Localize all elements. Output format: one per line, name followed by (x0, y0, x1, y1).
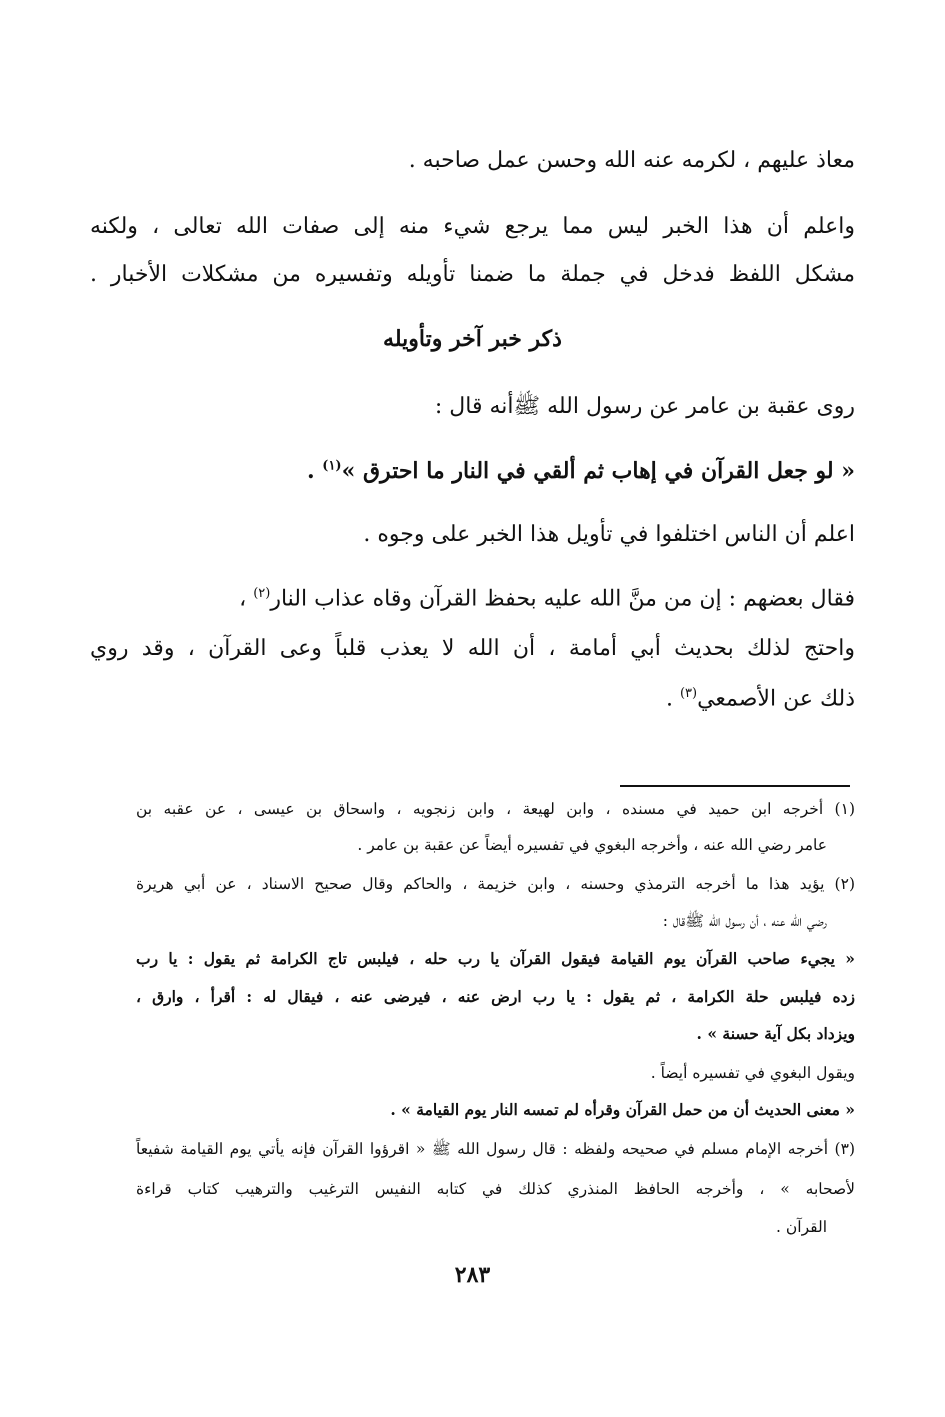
body-line (90, 686, 855, 713)
punctuation: . (306, 458, 315, 484)
footnote-line: ويزداد بكل آية حسنة » . (696, 1024, 855, 1043)
section-heading: ذكر خبر آخر وتأويله (383, 326, 562, 352)
body-text: فقال بعضهم : إن من منَّ الله عليه بحفظ القرآن وقاه عذاب النار (270, 586, 855, 612)
footnote-line: « معنى الحديث أن من حمل القرآن وقرأه لم تمسه النار يوم القيامة » . (390, 1100, 855, 1119)
page-number: ٢٨٣ (454, 1262, 491, 1288)
body-line (90, 586, 855, 613)
footnote-line: « يجيء صاحب القرآن يوم القيامة فيقول القرآن يا رب حله ، فيلبس تاج الكرامة ثم يقول : يا رب (136, 949, 855, 968)
body-line: اعلم أن الناس اختلفوا في تأويل هذا الخبر على وجوه . (363, 522, 855, 547)
footnote-line: رضي الله عنه ، أن رسول الله ﷺقال : (662, 912, 827, 930)
footnote-line: زده فيلبس حلة الكرامة ، ثم يقول : يا رب ارض عنه ، فيرضى عنه ، فيقال له : أقرأ ، وارق ، (136, 987, 855, 1006)
body-line: معاذ عليهم ، لكرمه عنه الله وحسن عمل صاحبه . (408, 148, 855, 173)
body-line: واحتج لذلك بحديث أبي أمامة ، أن الله لا يعذب قلباً وعى القرآن ، وقد روي (90, 636, 855, 661)
body-line: واعلم أن هذا الخبر ليس مما يرجع شيء منه إلى صفات الله تعالى ، ولكنه (90, 214, 855, 239)
footnote-line: (١) أخرجه ابن حميد في مسنده ، وابن لهيعة ، وابن زنجويه ، واسحاق بن عيسى ، عن عقبه بن (136, 800, 855, 818)
punctuation: ، (239, 586, 247, 612)
footnote-separator (620, 785, 850, 787)
body-line: روى عقبة بن عامر عن رسول الله ﷺأنه قال : (434, 394, 855, 419)
footnote-ref: (٣) (679, 686, 698, 701)
footnote-ref: (١) (322, 458, 342, 474)
footnote-ref: (٢) (253, 586, 271, 601)
hadith-quote (90, 458, 855, 484)
body-text: ذلك عن الأصمعي (697, 686, 855, 712)
footnote-line: القرآن . (776, 1218, 827, 1236)
body-line: مشكل اللفظ فدخل في جملة ما ضمنا تأويله وتفسيره من مشكلات الأخبار . (90, 262, 855, 287)
footnote-line: لأصحابه » ، وأخرجه الحافظ المنذري كذلك في كتابه النفيس الترغيب والترهيب كتاب قراءة (136, 1180, 855, 1198)
footnote-line: عامر رضي الله عنه ، وأخرجه البغوي في تفسيره أيضاً عن عقبة بن عامر . (357, 836, 827, 854)
footnote-line: (٣) أخرجه الإمام مسلم في صحيحه ولفظه : قال رسول الله ﷺ « اقرؤوا القرآن فإنه يأتي يوم القيامة شفيعاً (136, 1140, 855, 1158)
footnote-line: ويقول البغوي في تفسيره أيضاً . (650, 1064, 855, 1082)
footnote-line: (٢) يؤيد هذا ما أخرجه الترمذي وحسنه ، وابن خزيمة ، والحاكم وقال صحيح الاسناد ، عن أبي هريرة (136, 875, 855, 893)
hadith-text: « لو جعل القرآن في إهاب ثم ألقي في النار ما احترق » (341, 458, 855, 484)
punctuation: . (665, 686, 673, 712)
